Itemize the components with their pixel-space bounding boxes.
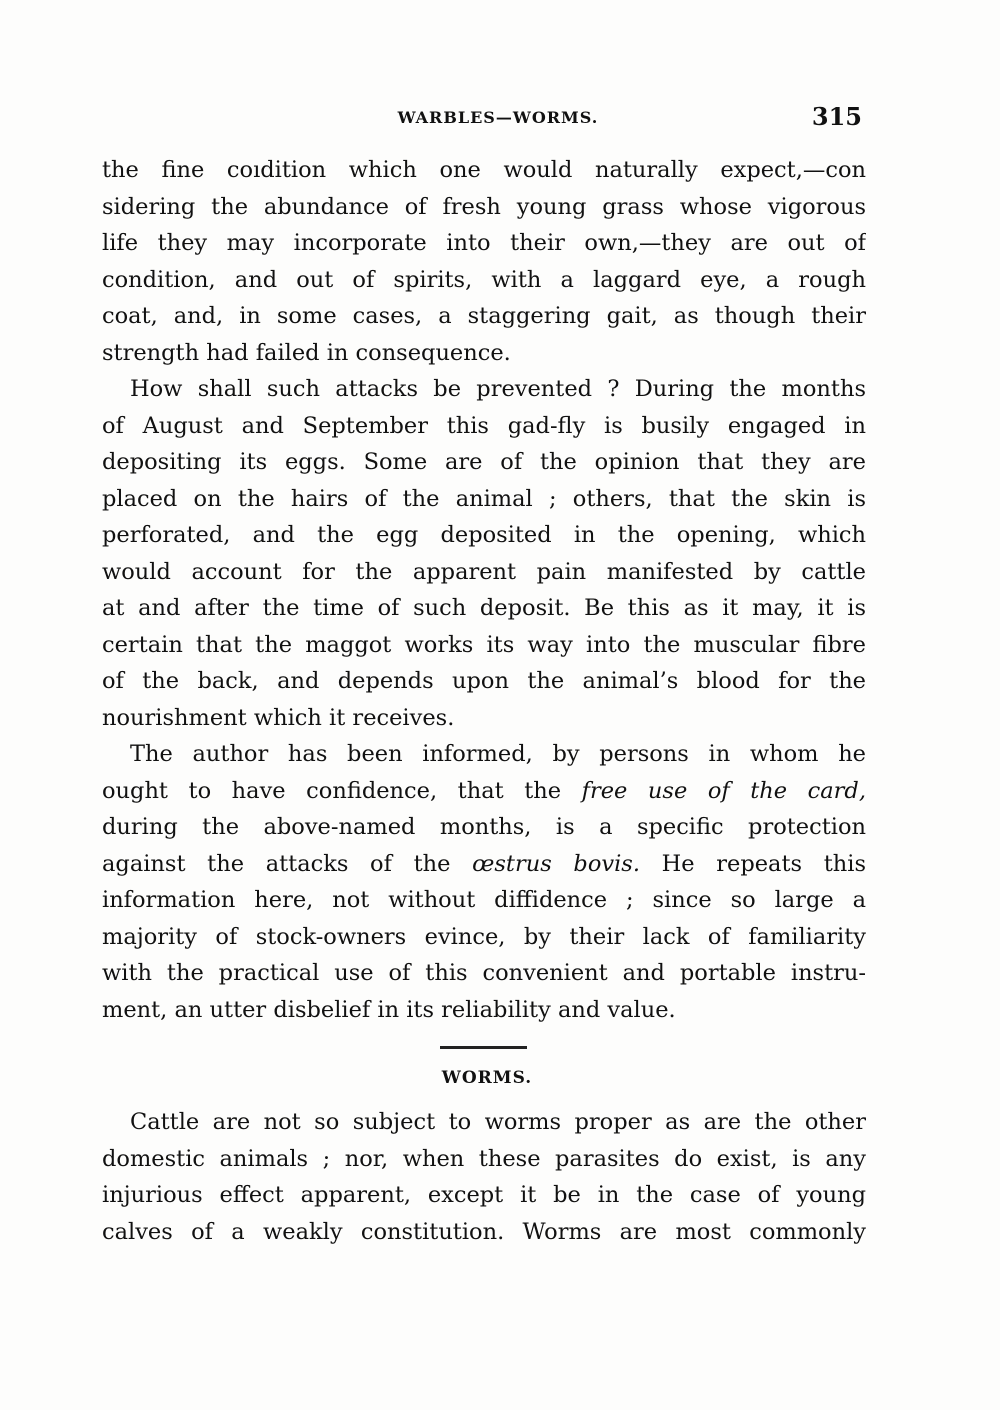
text-line: strength had failed in consequence. (102, 339, 511, 366)
text-line (102, 846, 866, 883)
text-line: Cattle are not so subject to worms proper as are the other (130, 1109, 866, 1135)
text-line: placed on the hairs of the animal ; others, that the skin is (102, 485, 866, 512)
text-line: certain that the maggot works its way into the muscular fibre (102, 631, 866, 658)
text-line: nourishment which it receives. (102, 704, 455, 731)
running-head (100, 102, 866, 138)
page-number: 315 (811, 102, 862, 131)
section-heading: WORMS. (441, 1068, 533, 1088)
running-title: WARBLES—WORMS. (397, 108, 599, 127)
text-line: of August and September this gad-fly is busily engaged in (102, 412, 866, 439)
text-segment: He repeats this (639, 850, 866, 877)
text-line: life they may incorporate into their own,—they are out of (102, 230, 866, 256)
italic-phrase: œstrus bovis. (472, 850, 640, 877)
section-divider-rule (440, 1046, 527, 1049)
text-line: of the back, and depends upon the animal’s blood for the (102, 668, 866, 694)
text-line: sidering the abundance of fresh young grass whose vigorous (102, 193, 866, 220)
text-segment: ought to have confidence, that the (102, 777, 582, 804)
paragraph-2 (102, 371, 866, 736)
text-line: would account for the apparent pain manifested by cattle (102, 558, 866, 585)
text-line (102, 773, 866, 810)
text-line: condition, and out of spirits, with a laggard eye, a rough (102, 266, 866, 293)
text-line: information here, not without diffidence ; since so large a (102, 887, 866, 913)
text-line: perforated, and the egg deposited in the opening, which (102, 522, 866, 548)
text-line: ment, an utter disbelief in its reliability and value. (102, 996, 676, 1023)
text-line: calves of a weakly constitution. Worms are most commonly (102, 1218, 866, 1245)
text-line: during the above-named months, is a specific protection (102, 814, 866, 840)
body-text-continued (102, 1104, 866, 1250)
body-text (102, 152, 866, 1028)
paragraph-1 (102, 152, 866, 371)
text-segment: against the attacks of the (102, 850, 473, 877)
text-line: at and after the time of such deposit. Be this as it may, it is (102, 595, 866, 621)
text-line: The author has been informed, by persons in whom he (130, 741, 866, 767)
italic-phrase: free use of the card, (581, 777, 866, 804)
text-line: injurious effect apparent, except it be in the case of young (102, 1182, 866, 1208)
text-line: majority of stock-owners evince, by their lack of familiarity (102, 923, 866, 950)
paragraph-4 (102, 1104, 866, 1250)
text-line: the fine coıdition which one would naturally expect,—con (102, 157, 866, 183)
text-line: domestic animals ; nor, when these parasites do exist, is any (102, 1145, 866, 1172)
text-line: coat, and, in some cases, a staggering gait, as though their (102, 303, 866, 329)
paragraph-3 (102, 736, 866, 1028)
text-line: with the practical use of this convenient and portable instru- (102, 960, 866, 986)
text-line: How shall such attacks be prevented ? During the months (130, 376, 866, 402)
text-line: depositing its eggs. Some are of the opinion that they are (102, 449, 866, 475)
